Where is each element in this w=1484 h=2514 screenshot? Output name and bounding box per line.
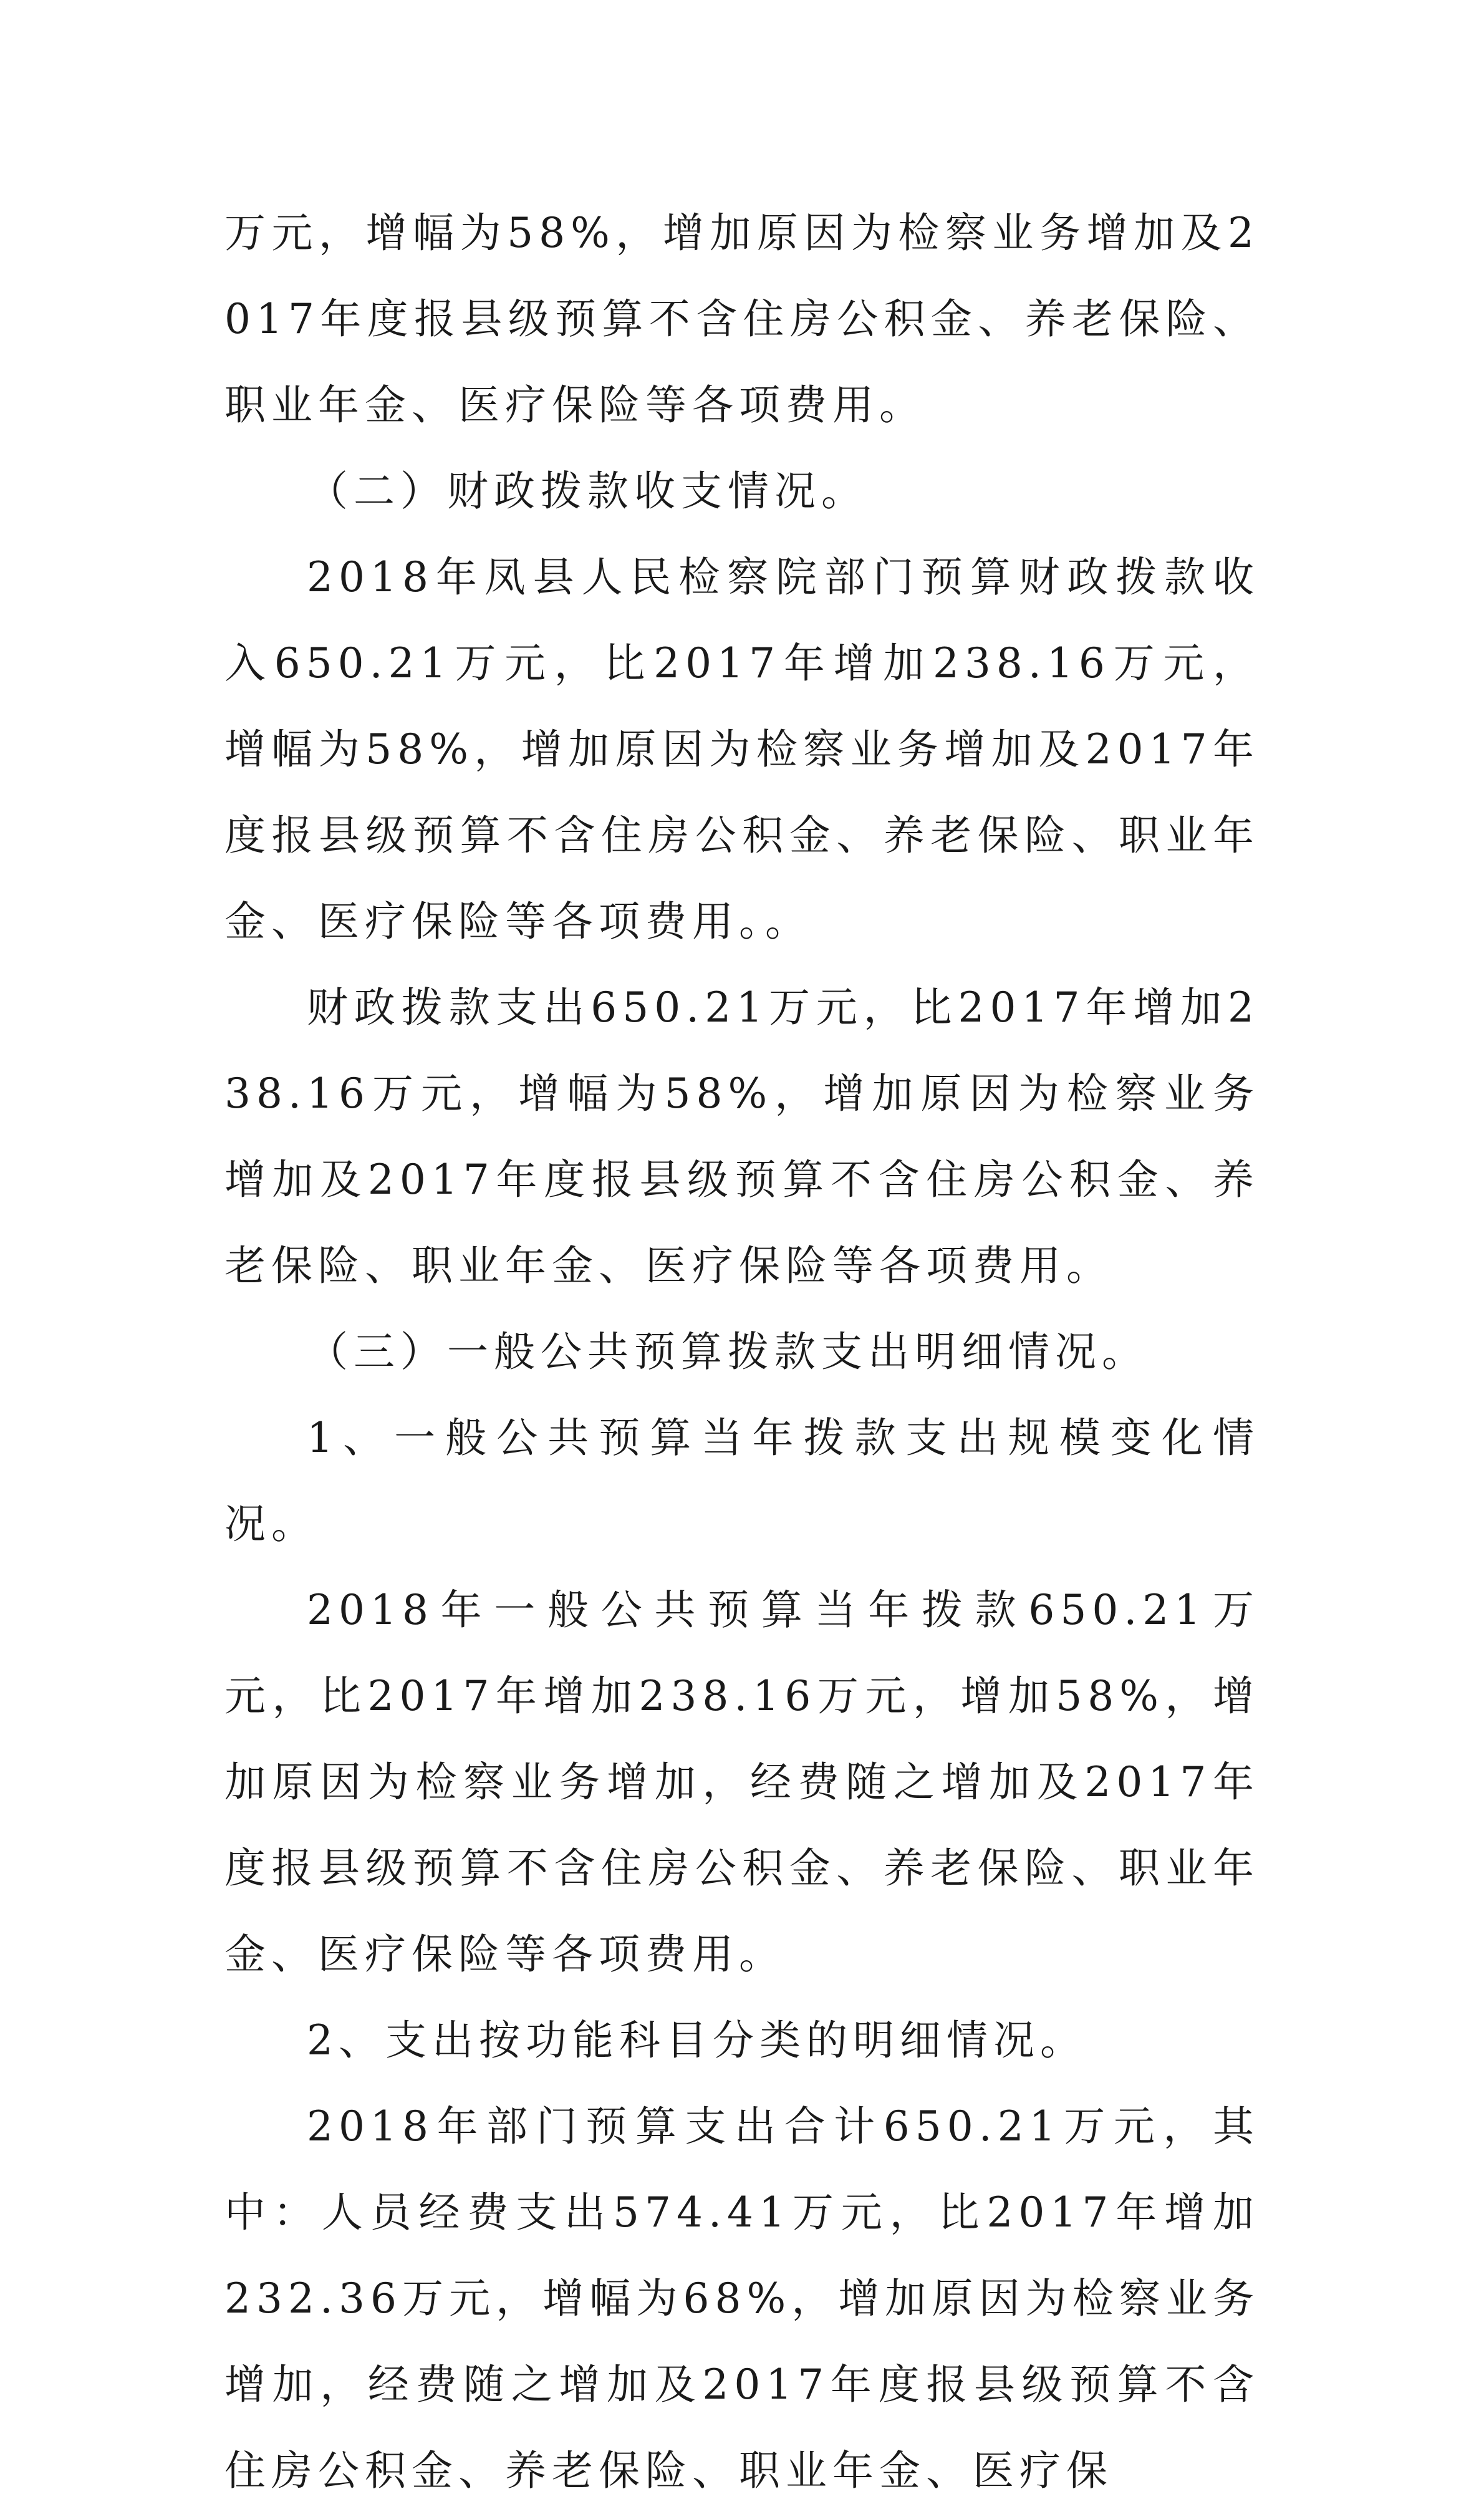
paragraph-appropriation-income: 2018年凤县人民检察院部门预算财政拨款收入650.21万元，比2017年增加238.16万元，增幅为58%，增加原因为检察业务增加及2017年度报县级预算不含住房公积金、养老保险、职业年金、医疗保险等各项费用。。 <box>224 553 1260 945</box>
section-heading-fiscal-appropriation: （二）财政拨款收支情况。 <box>307 467 868 515</box>
paragraph-continuation: 万元，增幅为58%，增加原因为检察业务增加及2017年度报县级预算不含住房公积金、养老保险、职业年金、医疗保险等各项费用。 <box>224 209 1260 429</box>
paragraph-appropriation-expenditure: 财政拨款支出650.21万元，比2017年增加238.16万元，增幅为58%，增加原因为检察业务增加及2017年度报县级预算不含住房公积金、养老保险、职业年金、医疗保险等各项费用。 <box>224 984 1260 1290</box>
subheading-functional-classification: 2、支出按功能科目分类的明细情况。 <box>307 2016 1087 2064</box>
subheading-scale-change: 1、一般公共预算当年拨款支出规模变化情况。 <box>224 1414 1260 1548</box>
section-heading-general-budget-detail: （三）一般公共预算拨款支出明细情况。 <box>307 1328 1149 1376</box>
paragraph-general-budget-appropriation: 2018年一般公共预算当年拨款650.21万元，比2017年增加238.16万元，增加58%，增加原因为检察业务增加，经费随之增加及2017年度报县级预算不含住房公积金、养老保险、职业年金、医疗保险等各项费用。 <box>224 1586 1260 1978</box>
paragraph-budget-expenditure-total: 2018年部门预算支出合计650.21万元，其中：人员经费支出574.41万元，比2017年增加232.36万元，增幅为68%，增加原因为检察业务增加，经费随之增加及2017年度报县级预算不含住房公积金、养老保险、职业年金、医疗保 <box>224 2102 1260 2495</box>
document-body <box>224 190 1260 2514</box>
